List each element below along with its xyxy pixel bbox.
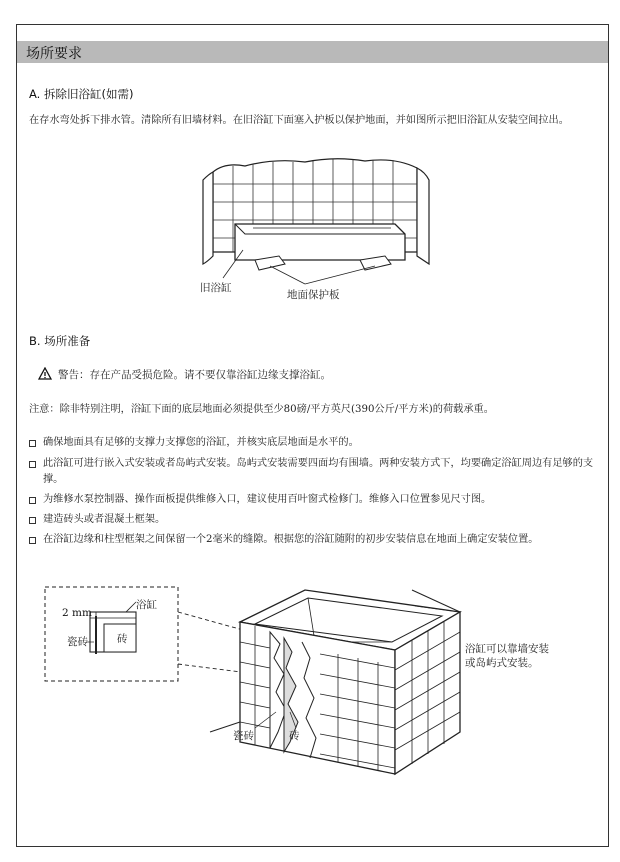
label-gap: 2 mm [62, 607, 92, 619]
warning-icon [38, 367, 52, 380]
caption-line-1: 浴缸可以靠墙安装 [465, 643, 549, 655]
page-title: 场所要求 [26, 46, 82, 62]
bullet-item: 在浴缸边缘和柱型框架之间保留一个2毫米的缝隙。根据您的浴缸随附的初步安装信息在地面上确定安装位置。 [29, 532, 594, 548]
section-a-paragraph: 在存水弯处拆下排水管。清除所有旧墙材料。在旧浴缸下面塞入护板以保护地面，并如图所示把旧浴缸从安装空间拉出。 [29, 115, 569, 126]
label-tile: 瓷砖 [233, 730, 254, 742]
label-old-tub: 旧浴缸 [200, 282, 232, 294]
label-brick-detail: 砖 [117, 633, 128, 645]
label-floor-guard: 地面保护板 [287, 289, 340, 301]
label-tile-detail: 瓷砖 [67, 636, 88, 648]
bullet-item: 为维修水泵控制器、操作面板提供维修入口，建议使用百叶窗式检修门。维修入口位置参见尺寸图。 [29, 492, 594, 508]
bullet-item: 建造砖头或者混凝土框架。 [29, 512, 594, 528]
note-prefix: 注意： [29, 404, 60, 415]
warning-text: 请不要仅靠浴缸边缘支撑浴缸。 [184, 369, 331, 381]
header-bar [17, 41, 608, 63]
section-a-heading: A. 拆除旧浴缸(如需) [29, 87, 134, 101]
old-tub-removal-figure [195, 152, 435, 302]
warning-prefix: 警告：存在产品受损危险。 [58, 369, 184, 381]
warning-line [38, 367, 331, 382]
section-b-heading: B. 场所准备 [29, 334, 91, 348]
caption-line-2: 或岛屿式安装。 [465, 657, 539, 669]
bullet-item: 此浴缸可进行嵌入式安装或者岛屿式安装。岛屿式安装需要四面均有围墙。两种安装方式下，均要确定浴缸周边有足够的支撑。 [29, 456, 594, 488]
label-tub-detail: 浴缸 [136, 599, 157, 611]
note-text: 除非特别注明，浴缸下面的底层地面必须提供至少80磅/平方英尺(390公斤/平方米)的荷载承重。 [59, 404, 494, 415]
bullet-item: 确保地面具有足够的支撑力支撑您的浴缸，并核实底层地面是水平的。 [29, 435, 594, 451]
tub-installation-figure [40, 582, 600, 782]
label-brick: 砖 [289, 730, 300, 742]
note-line [29, 402, 599, 418]
